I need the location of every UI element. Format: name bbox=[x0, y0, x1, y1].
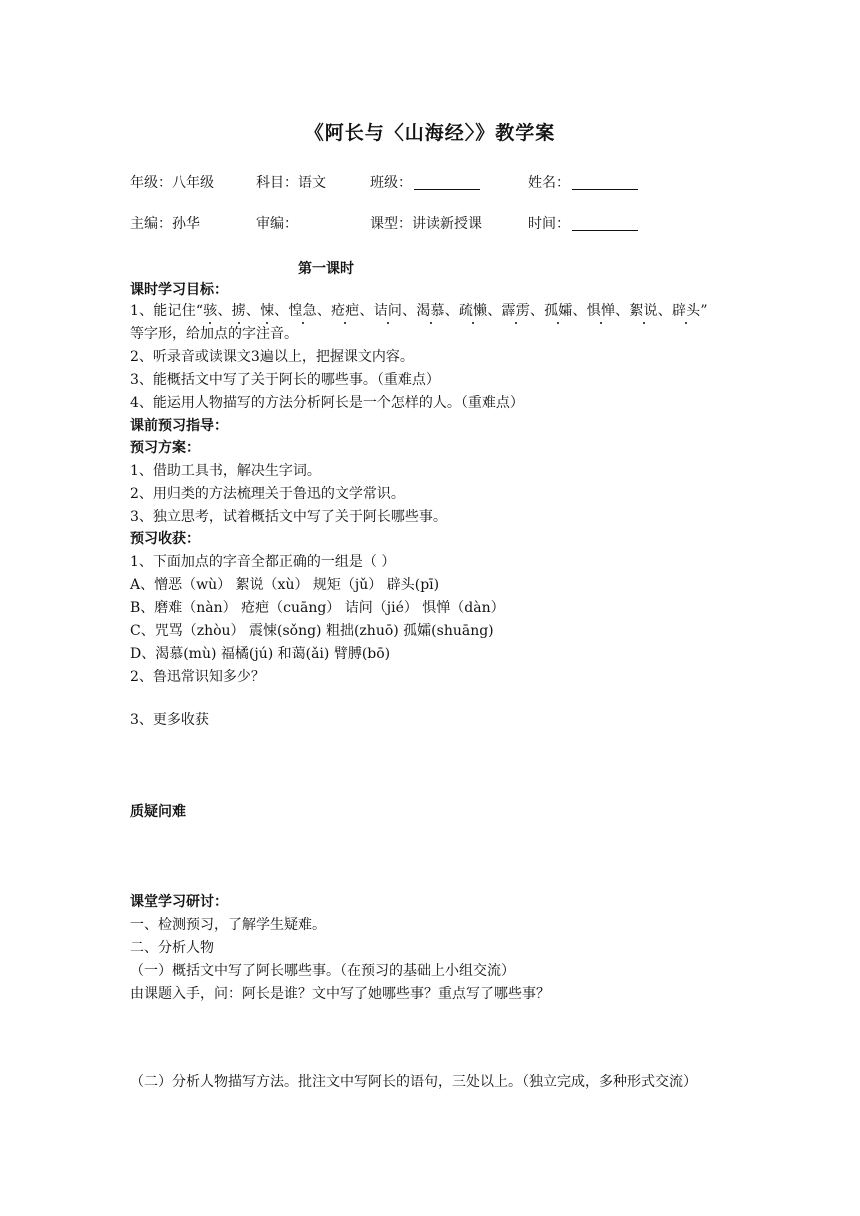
option-a: A、憎恶（wù） 絮说（xù） 规矩（jǔ） 辟头(pī) bbox=[130, 577, 440, 593]
plan-1: 1、借助工具书，解决生字词。 bbox=[130, 463, 321, 479]
class-field bbox=[370, 172, 480, 192]
vocab-word: 霹雳 bbox=[501, 303, 530, 319]
vocab-word: 辟头 bbox=[671, 303, 701, 319]
vocab-word: 骇 bbox=[203, 303, 218, 319]
vocab-separator: 、 bbox=[572, 303, 587, 319]
vocab-separator: 、 bbox=[487, 303, 502, 319]
question-2: 2、鲁迅常识知多少？ bbox=[130, 669, 265, 685]
vocab-word: 诘问 bbox=[373, 303, 403, 319]
plan-heading: 预习方案： bbox=[130, 440, 200, 456]
vocab-separator: 、 bbox=[359, 303, 374, 319]
option-b: B、磨难（nàn） 疮疤（cuāng） 诘问（jié） 惧惮（dàn） bbox=[130, 600, 505, 616]
classroom-step-2a: （一）概括文中写了阿长哪些事。（在预习的基础上小组交流） bbox=[130, 963, 515, 979]
vocab-word: 惧惮 bbox=[586, 303, 616, 319]
class-blank[interactable] bbox=[414, 175, 480, 190]
goals-heading: 课时学习目标： bbox=[130, 282, 228, 298]
goal-1-line2: 等字形，给加点的字注音。 bbox=[130, 326, 298, 342]
doubts-heading: 质疑问难 bbox=[130, 804, 186, 820]
name-label: 姓名： bbox=[528, 175, 570, 191]
gain-heading: 预习收获： bbox=[130, 531, 200, 547]
document-title: 《阿长与〈山海经〉》教学案 bbox=[304, 122, 556, 144]
lesson-type-field: 课型：讲读新授课 bbox=[370, 216, 482, 232]
vocab-separator: 、 bbox=[274, 303, 289, 319]
time-label: 时间： bbox=[528, 216, 570, 232]
vocab-separator: 、 bbox=[245, 303, 261, 319]
time-field bbox=[528, 213, 638, 233]
lesson-heading: 第一课时 bbox=[298, 261, 354, 277]
time-blank[interactable] bbox=[572, 216, 638, 231]
vocab-separator: 、 bbox=[402, 303, 417, 319]
classroom-step-1: 一、检测预习，了解学生疑难。 bbox=[130, 917, 326, 933]
vocab-word: 疏懒 bbox=[458, 303, 488, 319]
goal-1-words bbox=[203, 303, 700, 319]
vocab-word: 渴慕 bbox=[416, 303, 445, 319]
vocab-word: 悚 bbox=[260, 303, 275, 319]
class-label: 班级： bbox=[370, 175, 412, 191]
classroom-step-2: 二、分析人物 bbox=[130, 940, 214, 956]
option-d: D、渴慕(mù) 福橘(jú) 和蔼(ǎi) 臂膊(bō) bbox=[130, 646, 391, 662]
vocab-word: 疮疤 bbox=[331, 303, 360, 319]
question-1: 1、下面加点的字音全都正确的一组是（ ） bbox=[130, 554, 396, 570]
vocab-word: 惶急 bbox=[288, 303, 317, 319]
classroom-heading: 课堂学习研讨： bbox=[130, 894, 228, 910]
option-c: C、咒骂（zhòu） 震悚(sǒng) 粗拙(zhuō) 孤孀(shuāng) bbox=[130, 623, 494, 639]
vocab-word: 絮说 bbox=[629, 303, 658, 319]
classroom-step-2b: （二）分析人物描写方法。批注文中写阿长的语句，三处以上。（独立完成，多种形式交流） bbox=[130, 1074, 697, 1090]
goal-1: 1、能记住“骇、掳、悚、惶急、疮疤、诘问、渴慕、疏懒、霹雳、孤孀、惧惮、絮说、辟头” bbox=[130, 303, 708, 319]
vocab-separator: 、 bbox=[615, 303, 630, 319]
goal-3: 3、能概括文中写了关于阿长的哪些事。（重难点） bbox=[130, 372, 440, 388]
name-field bbox=[528, 172, 638, 192]
plan-3: 3、独立思考，试着概括文中写了关于阿长哪些事。 bbox=[130, 509, 447, 525]
classroom-step-2a-detail: 由课题入手，问：阿长是谁？文中写了她哪些事？重点写了哪些事？ bbox=[130, 986, 550, 1002]
plan-2: 2、用归类的方法梳理关于鲁迅的文学常识。 bbox=[130, 486, 405, 502]
vocab-separator: 、 bbox=[316, 303, 332, 319]
vocab-word: 孤孀 bbox=[544, 303, 573, 319]
preview-heading: 课前预习指导： bbox=[130, 418, 228, 434]
subject-field: 科目：语文 bbox=[256, 175, 326, 191]
goal-2: 2、听录音或读课文3遍以上，把握课文内容。 bbox=[130, 349, 414, 365]
grade-field: 年级：八年级 bbox=[130, 175, 214, 191]
vocab-separator: 、 bbox=[444, 303, 459, 319]
name-blank[interactable] bbox=[572, 175, 638, 190]
goal-4: 4、能运用人物描写的方法分析阿长是一个怎样的人。（重难点） bbox=[130, 395, 524, 411]
vocab-word: 掳 bbox=[231, 303, 246, 319]
reviewer-field: 审编： bbox=[256, 216, 298, 232]
editor-field: 主编：孙华 bbox=[130, 216, 200, 232]
vocab-separator: 、 bbox=[217, 303, 232, 319]
question-3: 3、更多收获 bbox=[130, 712, 209, 728]
vocab-separator: 、 bbox=[529, 303, 545, 319]
vocab-separator: 、 bbox=[657, 303, 672, 319]
